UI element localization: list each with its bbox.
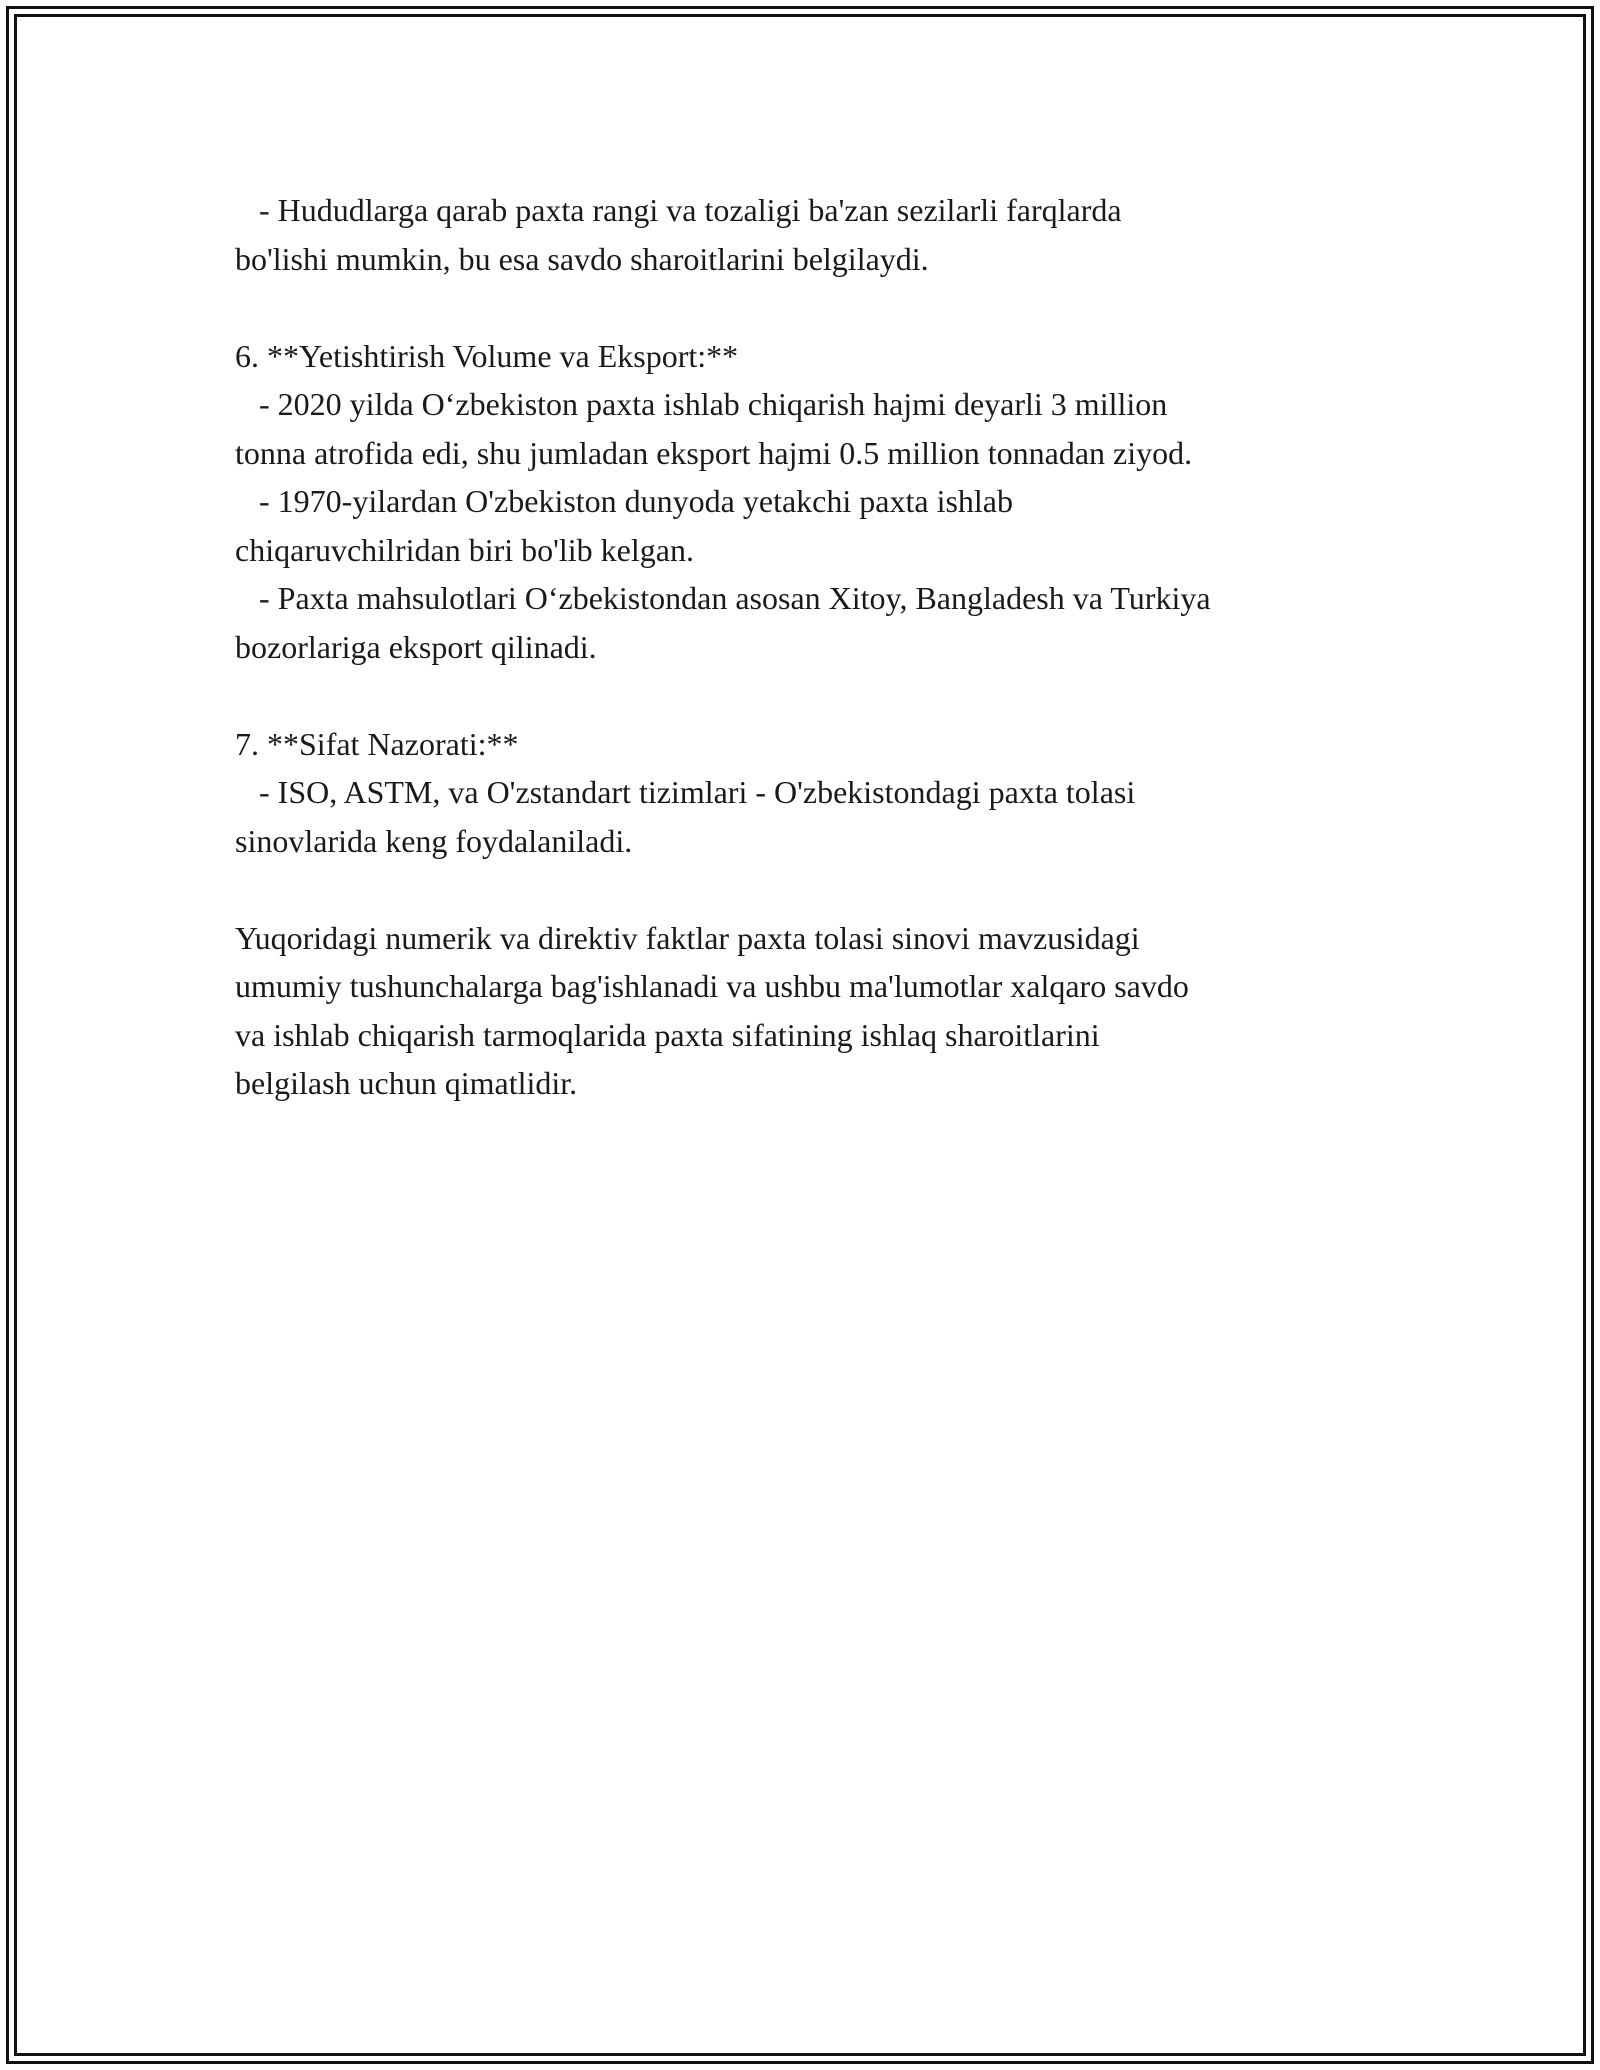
text-line: - ISO, ASTM, va O'zstandart tizimlari - O'zbekistondagi paxta tolasi [235, 774, 1136, 810]
text-line: belgilash uchun qimatlidir. [235, 1065, 578, 1101]
paragraph-gap [235, 671, 1365, 720]
text-line: Yuqoridagi numerik va direktiv faktlar paxta tolasi sinovi mavzusidagi [235, 919, 1140, 956]
paragraph-gap [235, 283, 1365, 332]
text-line: bo'lishi mumkin, bu esa savdo sharoitlarini belgilaydi. [235, 240, 929, 277]
text-line: chiqaruvchilridan biri bo'lib kelgan. [235, 531, 694, 568]
paragraph-gap [235, 865, 1365, 914]
section-heading: 7. **Sifat Nazorati:** [235, 725, 519, 762]
text-line: sinovlarida keng foydalaniladi. [235, 822, 633, 859]
text-line: - 2020 yilda O‘zbekiston paxta ishlab chiqarish hajmi deyarli 3 million [235, 386, 1168, 422]
text-line: - Paxta mahsulotlari O‘zbekistondan asosan Xitoy, Bangladesh va Turkiya [235, 580, 1211, 616]
text-line: va ishlab chiqarish tarmoqlarida paxta sifatining ishlaq sharoitlarini [235, 1016, 1100, 1053]
text-line: tonna atrofida edi, shu jumladan eksport hajmi 0.5 million tonnadan ziyod. [235, 434, 1193, 471]
text-line: - Hududlarga qarab paxta rangi va tozaligi ba'zan sezilarli farqlarda [235, 192, 1122, 228]
text-line: umumiy tushunchalarga bag'ishlanadi va ushbu ma'lumotlar xalqaro savdo [235, 968, 1189, 1004]
document-body [235, 186, 1365, 1108]
text-line: - 1970-yilardan O'zbekiston dunyoda yetakchi paxta ishlab [235, 483, 1013, 519]
text-line: bozorlariga eksport qilinadi. [235, 628, 597, 665]
section-heading: 6. **Yetishtirish Volume va Eksport:** [235, 337, 739, 374]
